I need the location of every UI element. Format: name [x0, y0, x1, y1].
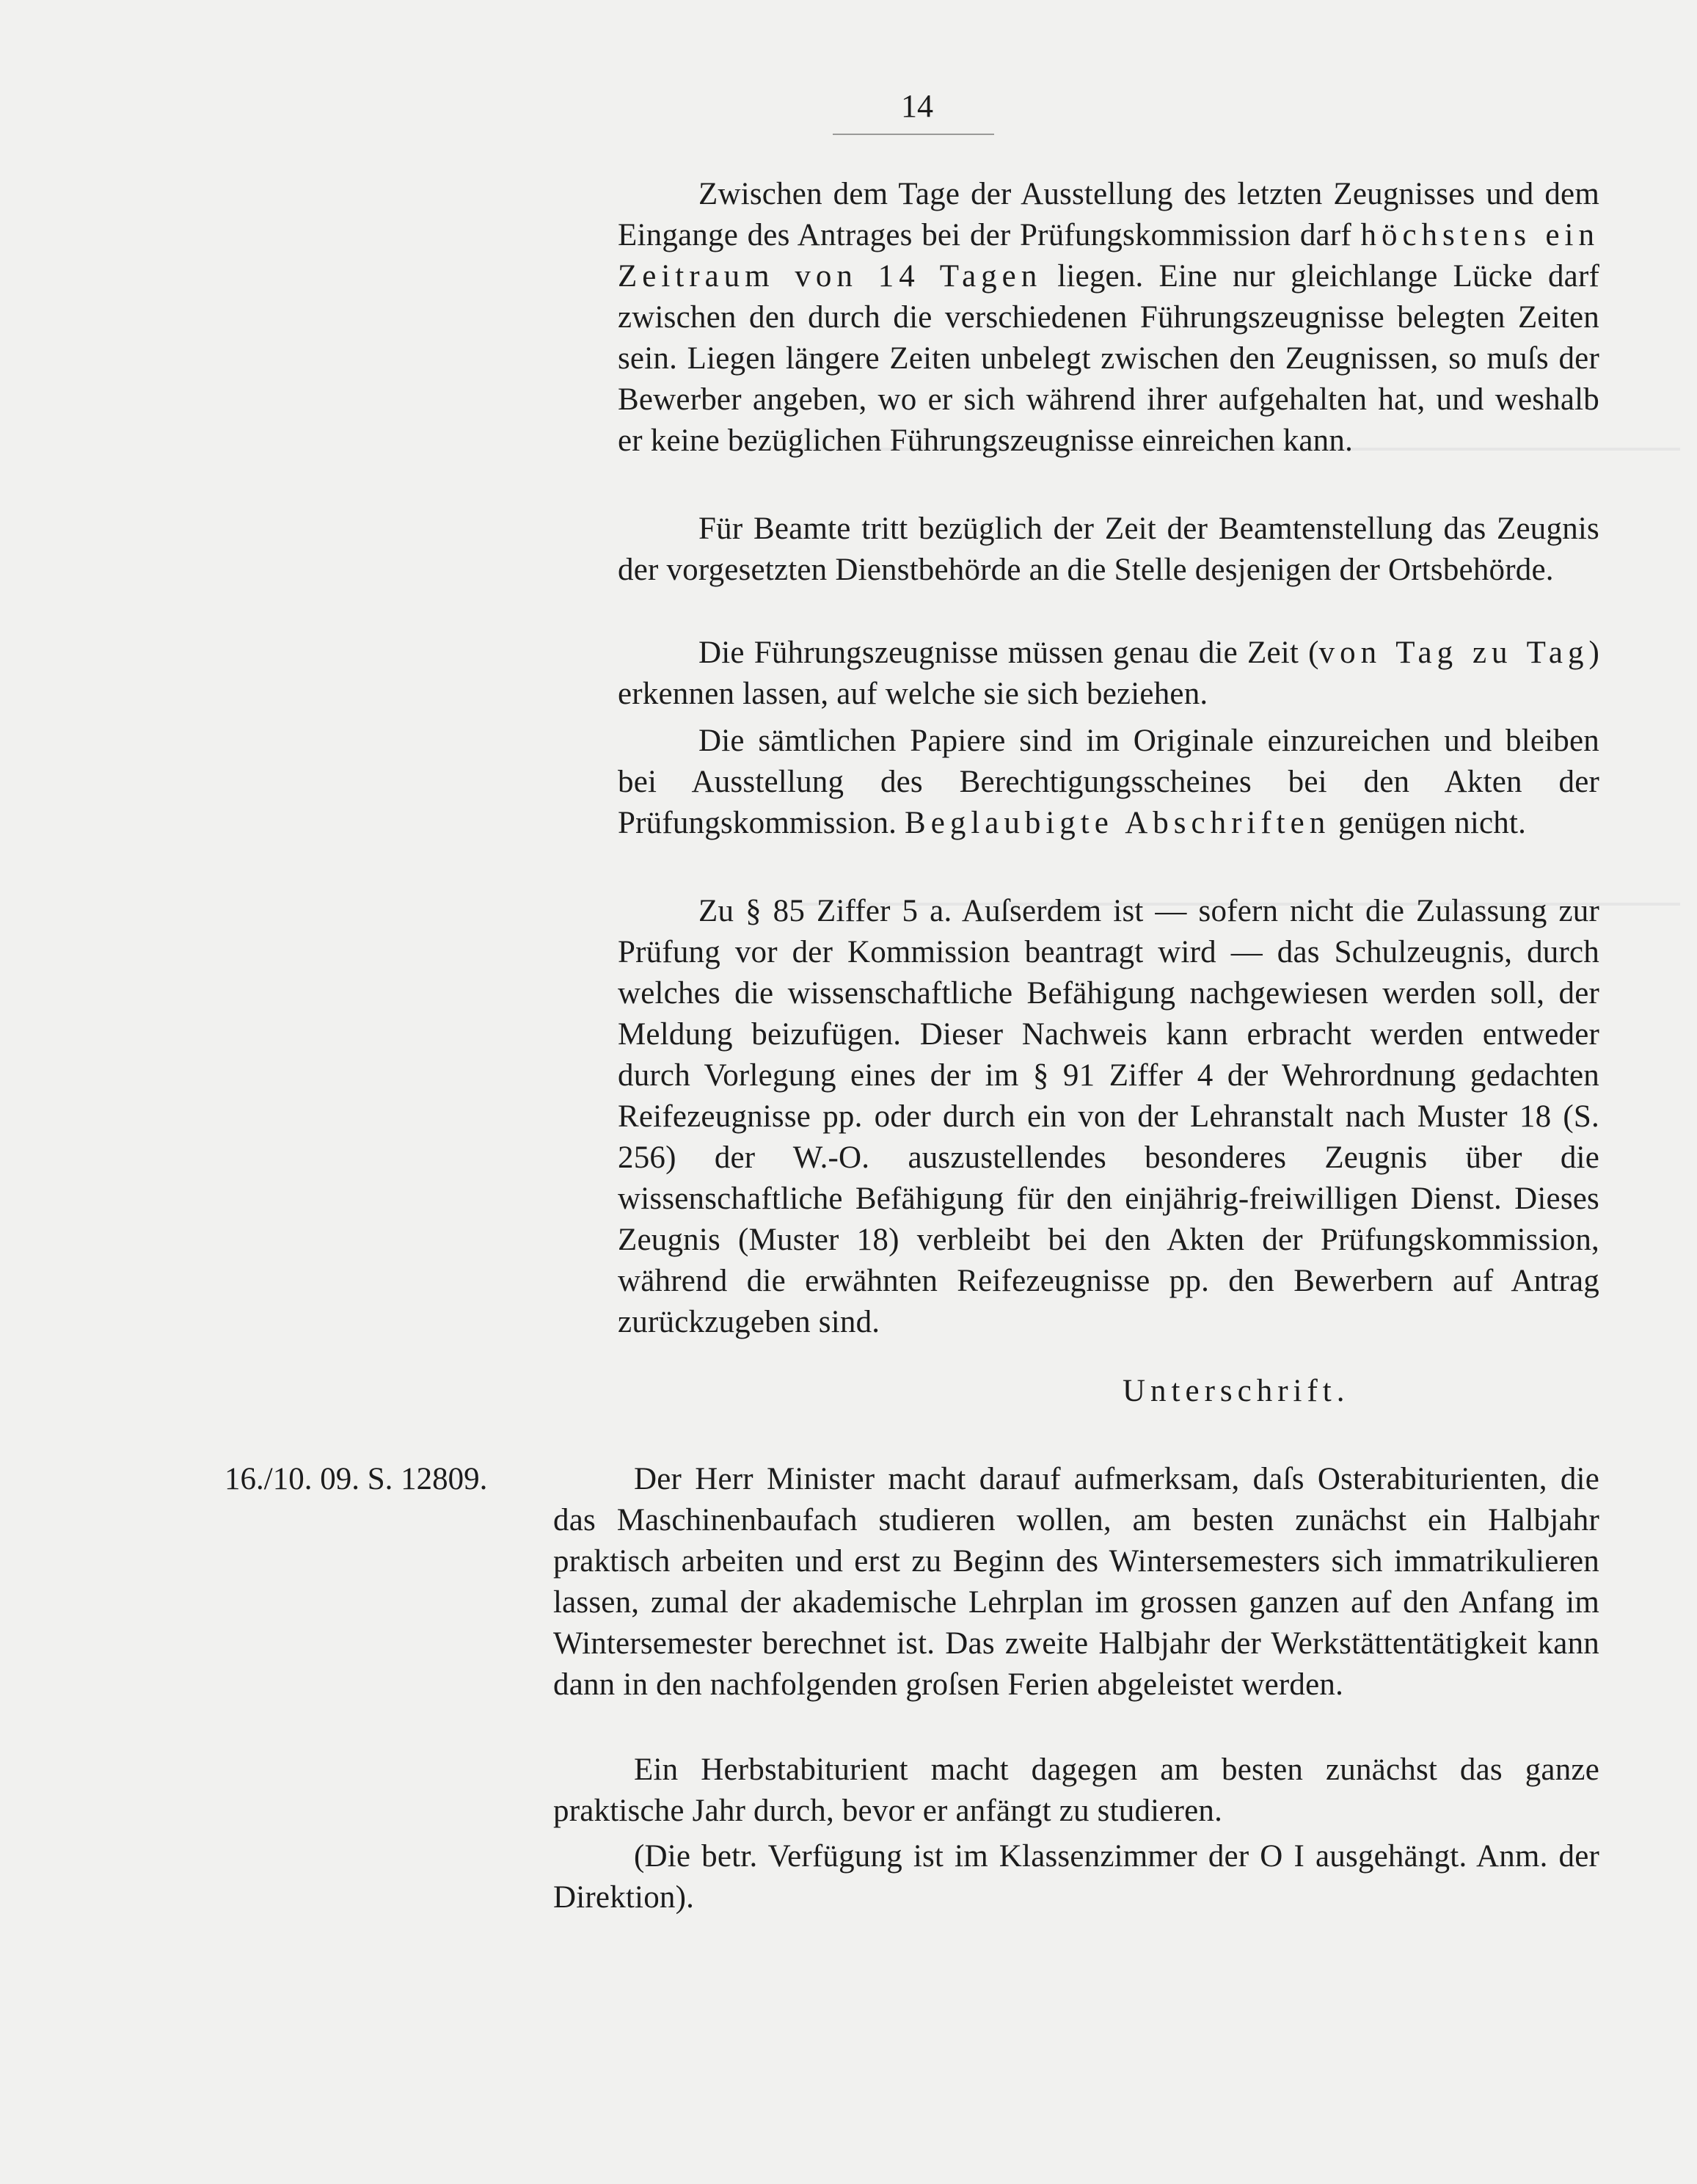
paragraph-annotation: (Die betr. Verfügung ist im Klassenzimmer der O I ausgehängt. Anm. der Direktion).: [553, 1839, 1599, 1915]
signature: Unterschrift.: [1123, 1374, 1350, 1408]
paragraph-herbstabiturient: Ein Herbstabiturient macht dagegen am besten zunächst das ganze praktische Jahr durch, bevor er anfängt zu studieren.: [553, 1752, 1599, 1828]
page-number: 14: [901, 88, 933, 124]
paragraph-beamte: Für Beamte tritt bezüglich der Zeit der Beamtenstellung das Zeugnis der vorgesetzten Dienstbehörde an die Stelle desjenigen der Ortsbehörde.: [618, 512, 1599, 587]
paragraph-von-tag-zu-tag: Die Führungszeugnisse müssen genau die Zeit (von Tag zu Tag) erkennen lassen, auf welche sie sich beziehen.: [618, 636, 1599, 711]
header-rule: [833, 134, 994, 135]
spaced-emphasis: von Tag zu Tag: [1318, 636, 1589, 670]
spaced-emphasis: Beglaubigte Abschriften: [905, 806, 1331, 840]
paragraph-paragraph-85: Zu § 85 Ziffer 5 a. Auſserdem ist — sofern nicht die Zulassung zur Prüfung vor der Kommission beantragt wird — das Schulzeugnis, durch welches die wissenschaftliche Befähigung nachgewiesen werden soll, der Meldung beizufügen. Dieser Nachweis kann erbracht werden entweder durch Vorlegung eines der im § 91 Ziffer 4 der Wehrordnung gedachten Reifezeugnisse pp. oder durch ein von der Lehranstalt nach Muster 18 (S. 256) der W.-O. auszustellendes besonderes Zeugnis über die wissenschaftliche Befähigung für den einjährig-freiwilligen Dienst. Dieses Zeugnis (Muster 18) verbleibt bei den Akten der Prüfungskommission, während die erwähnten Reifezeugnisse pp. den Bewerbern auf Antrag zurückzugeben sind.: [618, 894, 1599, 1339]
paragraph-zeugnis-zeitraum: Zwischen dem Tage der Ausstellung des letzten Zeugnisses und dem Eingange des Antrages bei der Prüfungskommission darf höchstens ein Zeitraum von 14 Tagen liegen. Eine nur gleichlange Lücke darf zwischen den durch die verschiedenen Führungszeugnisse belegten Zeiten sein. Liegen längere Zeiten unbelegt zwischen den Zeugnissen, so muſs der Bewerber angeben, wo er sich während ihrer aufgehalten hat, und weshalb er keine bezüglichen Führungszeugnisse einreichen kann.: [618, 177, 1600, 458]
date-reference: 16./10. 09. S. 12809.: [225, 1462, 488, 1496]
paragraph-osterabiturienten: Der Herr Minister macht darauf aufmerksam, daſs Osterabiturienten, die das Maschinenbaufach studieren wollen, am besten zunächst ein Halbjahr praktisch arbeiten und erst zu Beginn des Wintersemesters sich immatrikulieren lassen, zumal der akademische Lehrplan im grossen ganzen auf den Anfang im Wintersemester berechnet ist. Das zweite Halbjahr der Werkstättentätigkeit kann dann in den nachfolgenden groſsen Ferien abgeleistet werden.: [553, 1462, 1599, 1702]
paragraph-papiere: Die sämtlichen Papiere sind im Originale einzureichen und bleiben bei Ausstellung des Berechtigungsscheines bei den Akten der Prüfungskommission. Beglaubigte Abschriften genügen nicht.: [618, 724, 1599, 840]
spaced-emphasis: höchstens ein Zeitraum von 14 Tagen: [618, 218, 1600, 294]
